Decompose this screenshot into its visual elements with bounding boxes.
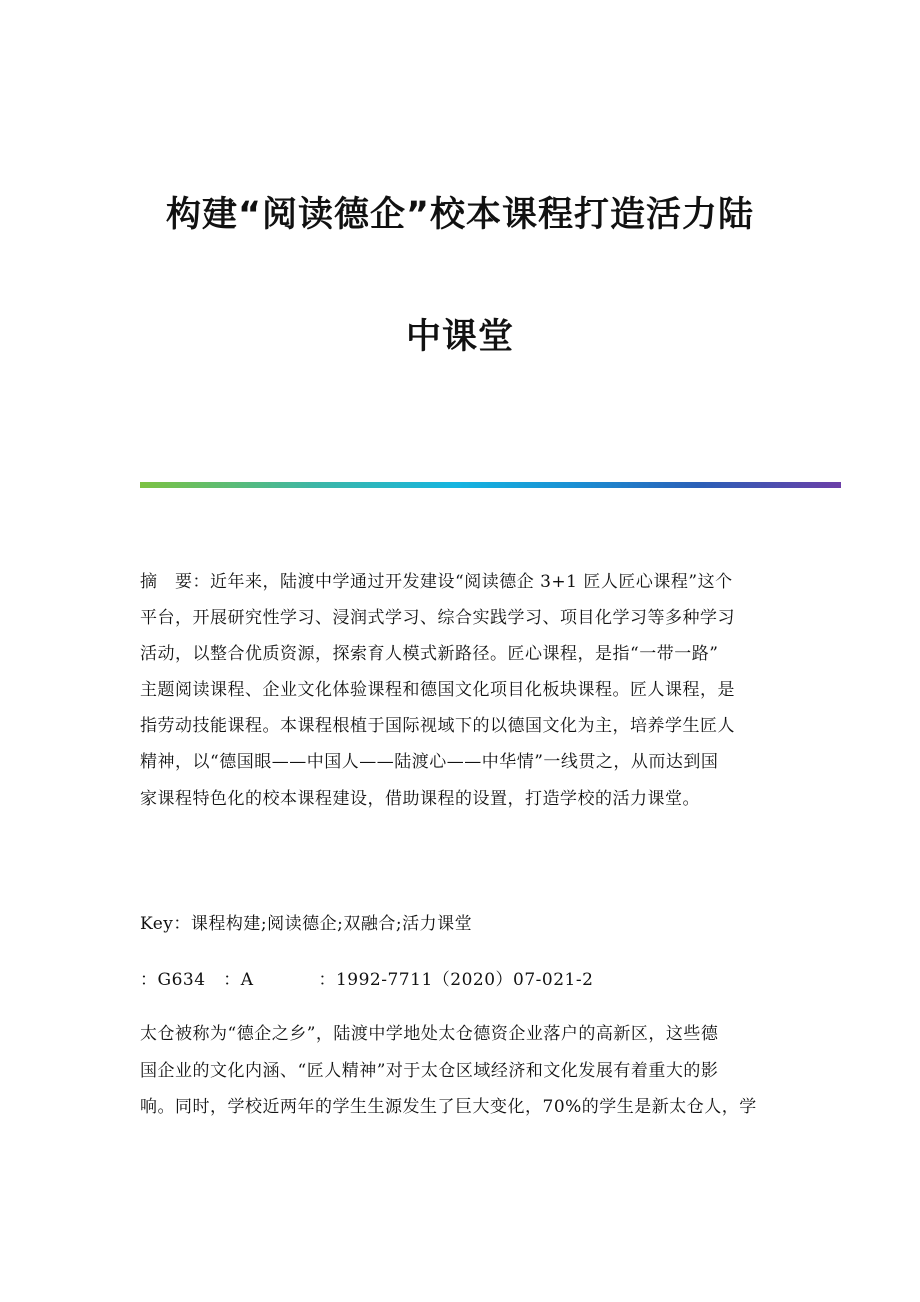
abstract-line: 精神，以“德国眼——中国人——陆渡心——中华情”一线贯之，从而达到国: [140, 752, 719, 773]
abstract-paragraph: [140, 564, 780, 817]
body-line: 太仓被称为“德企之乡”，陆渡中学地处太仓德资企业落户的高新区，这些德: [140, 1024, 719, 1044]
body-line: 国企业的文化内涵、“匠人精神”对于太仓区域经济和文化发展有着重大的影: [140, 1060, 719, 1081]
abstract-line: 家课程特色化的校本课程建设，借助课程的设置，打造学校的活力课堂。: [140, 788, 700, 809]
document-title-line-2: 中课堂: [405, 317, 514, 357]
body-paragraph: [140, 1016, 780, 1126]
abstract-line: 主题阅读课程、企业文化体验课程和德国文化项目化板块课程。匠人课程，是: [140, 680, 735, 701]
abstract-line: 平台，开展研究性学习、浸润式学习、综合实践学习、项目化学习等多种学习: [140, 608, 735, 629]
classification-line: [140, 962, 780, 998]
article-number: ：1992-7711（2020）07-021-2: [318, 970, 594, 990]
clc-number: ：G634: [140, 970, 206, 990]
keywords-text: Key：课程构建;阅读德企;双融合;活力课堂: [140, 914, 473, 934]
body-line: 响。同时，学校近两年的学生生源发生了巨大变化，70%的学生是新太仓人，学: [140, 1097, 757, 1117]
abstract-line: 活动，以整合优质资源，探索育人模式新路径。匠心课程，是指“一带一路”: [140, 644, 719, 665]
document-title-line-1: 构建“阅读德企”校本课程打造活力陆: [165, 195, 754, 235]
abstract-line: 摘 要：近年来，陆渡中学通过开发建设“阅读德企 3+1 匠人匠心课程”这个: [140, 572, 733, 592]
gradient-divider: [140, 482, 841, 488]
document-code: ：A: [223, 970, 254, 990]
keywords-line: [140, 906, 780, 942]
abstract-line: 指劳动技能课程。本课程根植于国际视域下的以德国文化为主，培养学生匠人: [140, 716, 735, 737]
